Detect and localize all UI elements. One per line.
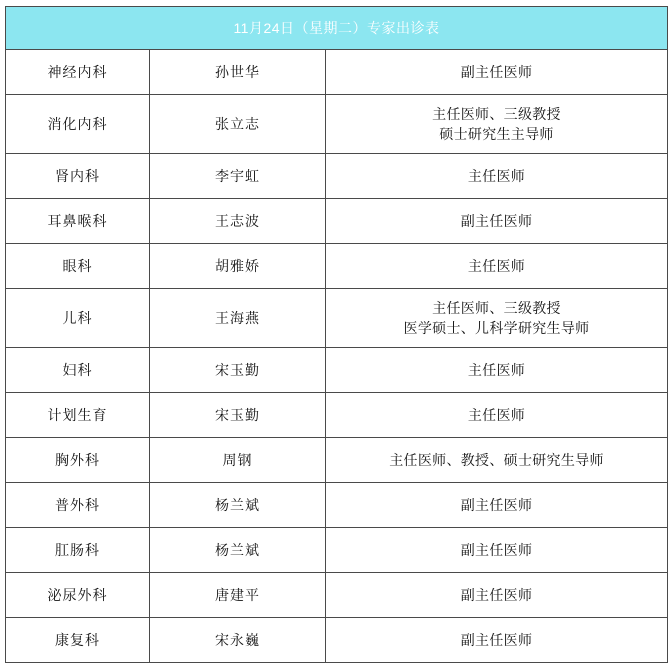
doctor-cell: 宋玉勤 <box>150 348 326 393</box>
title-line: 主任医师 <box>467 167 526 184</box>
title-cell <box>326 483 668 528</box>
table-row <box>6 348 668 393</box>
table-row <box>6 618 668 663</box>
department-cell: 普外科 <box>6 483 150 528</box>
title-cell <box>326 618 668 663</box>
table-row <box>6 154 668 199</box>
department-cell: 消化内科 <box>6 95 150 154</box>
table-row <box>6 289 668 348</box>
doctor-cell: 张立志 <box>150 95 326 154</box>
doctor-cell: 杨兰斌 <box>150 528 326 573</box>
doctor-cell: 杨兰斌 <box>150 483 326 528</box>
title-line: 主任医师、三级教授 <box>432 299 561 316</box>
title-cell <box>326 154 668 199</box>
title-line: 主任医师 <box>467 257 526 274</box>
title-row <box>6 7 668 50</box>
doctor-cell: 宋永巍 <box>150 618 326 663</box>
title-line: 副主任医师 <box>460 586 533 603</box>
department-cell: 眼科 <box>6 244 150 289</box>
title-cell <box>326 199 668 244</box>
department-cell: 妇科 <box>6 348 150 393</box>
table-row <box>6 244 668 289</box>
table-row <box>6 438 668 483</box>
department-cell: 胸外科 <box>6 438 150 483</box>
department-cell: 肾内科 <box>6 154 150 199</box>
title-line: 副主任医师 <box>460 212 533 229</box>
table-row <box>6 483 668 528</box>
title-cell <box>326 528 668 573</box>
title-line: 医学硕士、儿科学研究生导师 <box>403 320 590 336</box>
title-cell <box>326 573 668 618</box>
department-cell: 耳鼻喉科 <box>6 199 150 244</box>
department-cell: 肛肠科 <box>6 528 150 573</box>
doctor-cell: 孙世华 <box>150 50 326 95</box>
department-cell: 康复科 <box>6 618 150 663</box>
doctor-cell: 周钢 <box>150 438 326 483</box>
title-line: 硕士研究生主导师 <box>439 126 554 142</box>
schedule-body <box>6 7 668 663</box>
title-line: 副主任医师 <box>460 541 533 558</box>
department-cell: 泌尿外科 <box>6 573 150 618</box>
title-line: 主任医师 <box>467 406 526 423</box>
outpatient-schedule-table <box>5 6 668 663</box>
title-cell <box>326 95 668 154</box>
doctor-cell: 宋玉勤 <box>150 393 326 438</box>
doctor-cell: 李宇虹 <box>150 154 326 199</box>
table-row <box>6 95 668 154</box>
doctor-cell: 王海燕 <box>150 289 326 348</box>
title-line: 主任医师、三级教授 <box>432 105 561 122</box>
schedule-title: 11月24日（星期二）专家出诊表 <box>6 7 668 50</box>
title-line: 副主任医师 <box>460 63 533 80</box>
title-cell <box>326 244 668 289</box>
title-cell <box>326 50 668 95</box>
table-row <box>6 393 668 438</box>
table-row <box>6 50 668 95</box>
title-line: 主任医师、教授、硕士研究生导师 <box>389 451 604 468</box>
title-cell <box>326 289 668 348</box>
title-line: 主任医师 <box>467 361 526 378</box>
doctor-cell: 胡雅娇 <box>150 244 326 289</box>
table-row <box>6 573 668 618</box>
doctor-cell: 王志波 <box>150 199 326 244</box>
title-cell <box>326 348 668 393</box>
department-cell: 儿科 <box>6 289 150 348</box>
department-cell: 计划生育 <box>6 393 150 438</box>
title-line: 副主任医师 <box>460 631 533 648</box>
department-cell: 神经内科 <box>6 50 150 95</box>
table-row <box>6 199 668 244</box>
title-line: 副主任医师 <box>460 496 533 513</box>
title-cell <box>326 438 668 483</box>
table-row <box>6 528 668 573</box>
doctor-cell: 唐建平 <box>150 573 326 618</box>
title-cell <box>326 393 668 438</box>
